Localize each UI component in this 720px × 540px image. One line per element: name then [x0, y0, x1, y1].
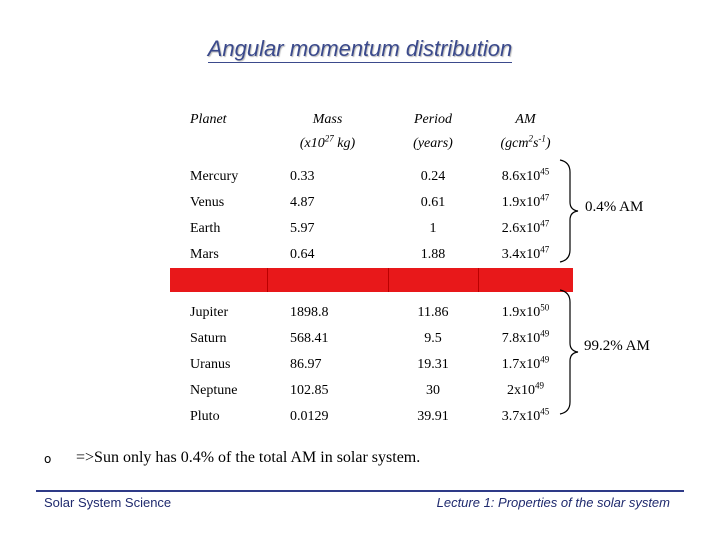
mass-value: 5.97 [290, 221, 315, 236]
table-row [170, 352, 573, 378]
planet-name: Earth [190, 221, 221, 236]
header-am-line2 [500, 133, 551, 151]
header-planet: Planet [190, 112, 227, 127]
header-period-line2: (years) [413, 136, 453, 151]
table-row [170, 216, 573, 242]
mass-value: 86.97 [290, 357, 322, 372]
outer-am-label: 99.2% AM [584, 338, 650, 354]
am-exponent: 45 [540, 166, 550, 177]
am-exponent: 49 [535, 380, 544, 391]
period-value: 9.5 [424, 331, 442, 346]
footer-divider [36, 490, 684, 492]
am-exponent: 47 [540, 218, 550, 229]
period-value: 30 [426, 383, 440, 398]
sun-cell [388, 268, 478, 292]
header-am [478, 102, 573, 164]
am-exponent: 49 [540, 354, 550, 365]
planet-name: Venus [190, 195, 225, 210]
header-am-sup2: -1 [538, 133, 546, 144]
header-mass-pre: (x10 [299, 136, 325, 151]
header-mass [267, 102, 388, 164]
sun-row [170, 268, 573, 292]
table-row [170, 378, 573, 404]
am-base: 8.6x10 [501, 169, 541, 184]
am-base: 2.6x10 [501, 221, 541, 236]
sun-cell [267, 268, 388, 292]
planet-table [170, 102, 573, 430]
inner-brace-icon [552, 158, 582, 264]
am-base: 1.9x10 [501, 195, 541, 210]
inner-planets-body [170, 164, 573, 268]
mass-value: 0.64 [290, 247, 315, 262]
summary-note: =>Sun only has 0.4% of the total AM in solar system. [76, 449, 421, 466]
am-base: 7.8x10 [501, 331, 541, 346]
am-base: 3.4x10 [501, 247, 541, 262]
sun-cell [170, 268, 267, 292]
period-value: 0.24 [420, 169, 446, 184]
planet-name: Uranus [190, 357, 231, 372]
bullet-icon: o [44, 452, 52, 466]
planet-name: Pluto [190, 409, 220, 424]
slide-title [0, 36, 720, 62]
table-row [170, 242, 573, 268]
header-am-line1: AM [515, 112, 536, 127]
am-exponent: 45 [540, 406, 550, 417]
mass-value: 1898.8 [290, 305, 329, 320]
header-period [388, 102, 478, 164]
spacer-row [170, 292, 573, 300]
table-row [170, 164, 573, 190]
planet-name: Jupiter [190, 305, 229, 320]
planet-name: Mercury [190, 169, 239, 184]
header-mass-post: kg) [333, 136, 356, 151]
table-row [170, 300, 573, 326]
period-value: 1 [429, 221, 437, 236]
am-exponent: 49 [540, 328, 550, 339]
period-value: 1.88 [420, 247, 446, 262]
period-value: 0.61 [420, 195, 446, 210]
am-base: 3.7x10 [501, 409, 541, 424]
header-mass-sup: 27 [324, 133, 334, 144]
period-value: 39.91 [417, 409, 449, 424]
table-row [170, 190, 573, 216]
table-header-row [170, 102, 573, 164]
mass-value: 102.85 [290, 383, 329, 398]
table-row [170, 326, 573, 352]
am-exponent: 50 [540, 302, 550, 313]
header-mass-line1: Mass [312, 112, 343, 127]
outer-planets-body [170, 300, 573, 430]
planet-name: Mars [190, 247, 219, 262]
am-exponent: 47 [540, 244, 550, 255]
footer-lecture-title: Lecture 1: Properties of the solar system [436, 495, 670, 510]
planet-name: Saturn [190, 331, 227, 346]
footer-course-title: Solar System Science [44, 495, 172, 510]
am-exponent: 47 [540, 192, 550, 203]
period-value: 19.31 [417, 357, 449, 372]
outer-brace-icon [552, 288, 582, 416]
header-am-sup1: 2 [528, 133, 533, 144]
inner-am-label: 0.4% AM [585, 199, 644, 215]
table-row [170, 404, 573, 430]
header-mass-line2 [299, 133, 356, 151]
header-am-mid: s [532, 136, 539, 151]
mass-value: 4.87 [290, 195, 315, 210]
am-base: 2x10 [507, 383, 535, 398]
mass-value: 0.0129 [290, 409, 329, 424]
slide-title-text: Angular momentum distribution [207, 36, 513, 61]
am-base: 1.7x10 [501, 357, 541, 372]
am-base: 1.9x10 [501, 305, 541, 320]
header-am-pre: (gcm [500, 136, 529, 151]
period-value: 11.86 [417, 305, 449, 320]
header-period-line1: Period [413, 112, 453, 127]
header-am-post: ) [545, 136, 551, 151]
mass-value: 0.33 [290, 169, 315, 184]
planet-name: Neptune [190, 383, 238, 398]
mass-value: 568.41 [290, 331, 329, 346]
